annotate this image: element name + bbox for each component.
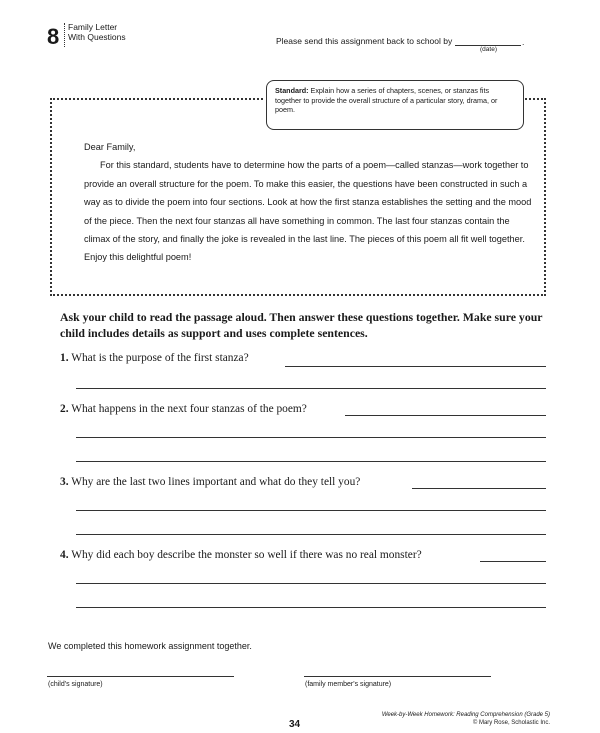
standard-box [266,80,524,130]
standard-label: Standard: [275,86,309,95]
question-1-number: 1. [60,352,69,364]
answer-line[interactable] [480,561,546,562]
question-1 [60,352,249,364]
child-signature-label: (child's signature) [48,681,103,688]
letter-body: For this standard, students have to determine how the parts of a poem—called stanzas—work together to provide an overall structure for the poem. To make this easier, the questions have been constructed in such a way as to divide the poem into four sections. Look at how the first stanza establishes the setting and the mood of the piece. Then the next four stanzas all have something in common. The last four stanzas contain the climax of the story, and finally the joke is revealed in the last line. The pieces of this poem all fit well together. Enjoy this delightful poem! [84,160,532,263]
question-2-number: 2. [60,403,69,415]
child-signature-line[interactable] [47,676,234,677]
week-number: 8 [47,24,60,49]
question-1-text: What is the purpose of the first stanza? [71,352,249,364]
answer-line[interactable] [76,607,546,608]
question-4-number: 4. [60,549,69,561]
instructions: Ask your child to read the passage aloud. Then answer these questions together. Make sure your child includes details as support and uses complete sentences. [60,310,543,340]
header-divider [64,23,65,47]
question-3 [60,476,360,488]
answer-line[interactable] [76,583,546,584]
credit-line [380,712,550,727]
question-3-text: Why are the last two lines important and what do they tell you? [71,476,361,488]
completion-statement: We completed this homework assignment together. [48,641,252,651]
header-title [68,22,126,42]
page-number: 34 [289,719,301,730]
question-4 [60,549,422,561]
family-signature-line[interactable] [304,676,491,677]
answer-line[interactable] [345,415,546,416]
credit-line-2: © Mary Rose, Scholastic Inc. [472,719,550,726]
standard-text: Explain how a series of chapters, scenes, or stanzas fits together to provide the overall structure of a particular story, drama, or poem. [275,86,498,115]
answer-line[interactable] [76,534,546,535]
header-title-line-1: Family Letter [68,22,118,32]
answer-line[interactable] [76,437,546,438]
letter-greeting: Dear Family, [84,142,136,152]
question-4-text: Why did each boy describe the monster so well if there was no real monster? [71,549,422,561]
return-instruction: Please send this assignment back to school by [276,36,453,46]
family-signature-label: (family member's signature) [305,681,392,688]
credit-line-1: Week-by-Week Homework: Reading Comprehension (Grade 5) [381,712,550,718]
family-letter [84,138,536,267]
answer-line[interactable] [285,366,546,367]
header-title-line-2: With Questions [68,32,126,42]
answer-line[interactable] [76,388,546,389]
date-label: (date) [480,46,497,53]
question-2-text: What happens in the next four stanzas of the poem? [71,403,307,415]
date-period: . [522,37,525,47]
answer-line[interactable] [76,461,546,462]
question-3-number: 3. [60,476,69,488]
question-2 [60,403,307,415]
answer-line[interactable] [76,510,546,511]
answer-line[interactable] [412,488,546,489]
